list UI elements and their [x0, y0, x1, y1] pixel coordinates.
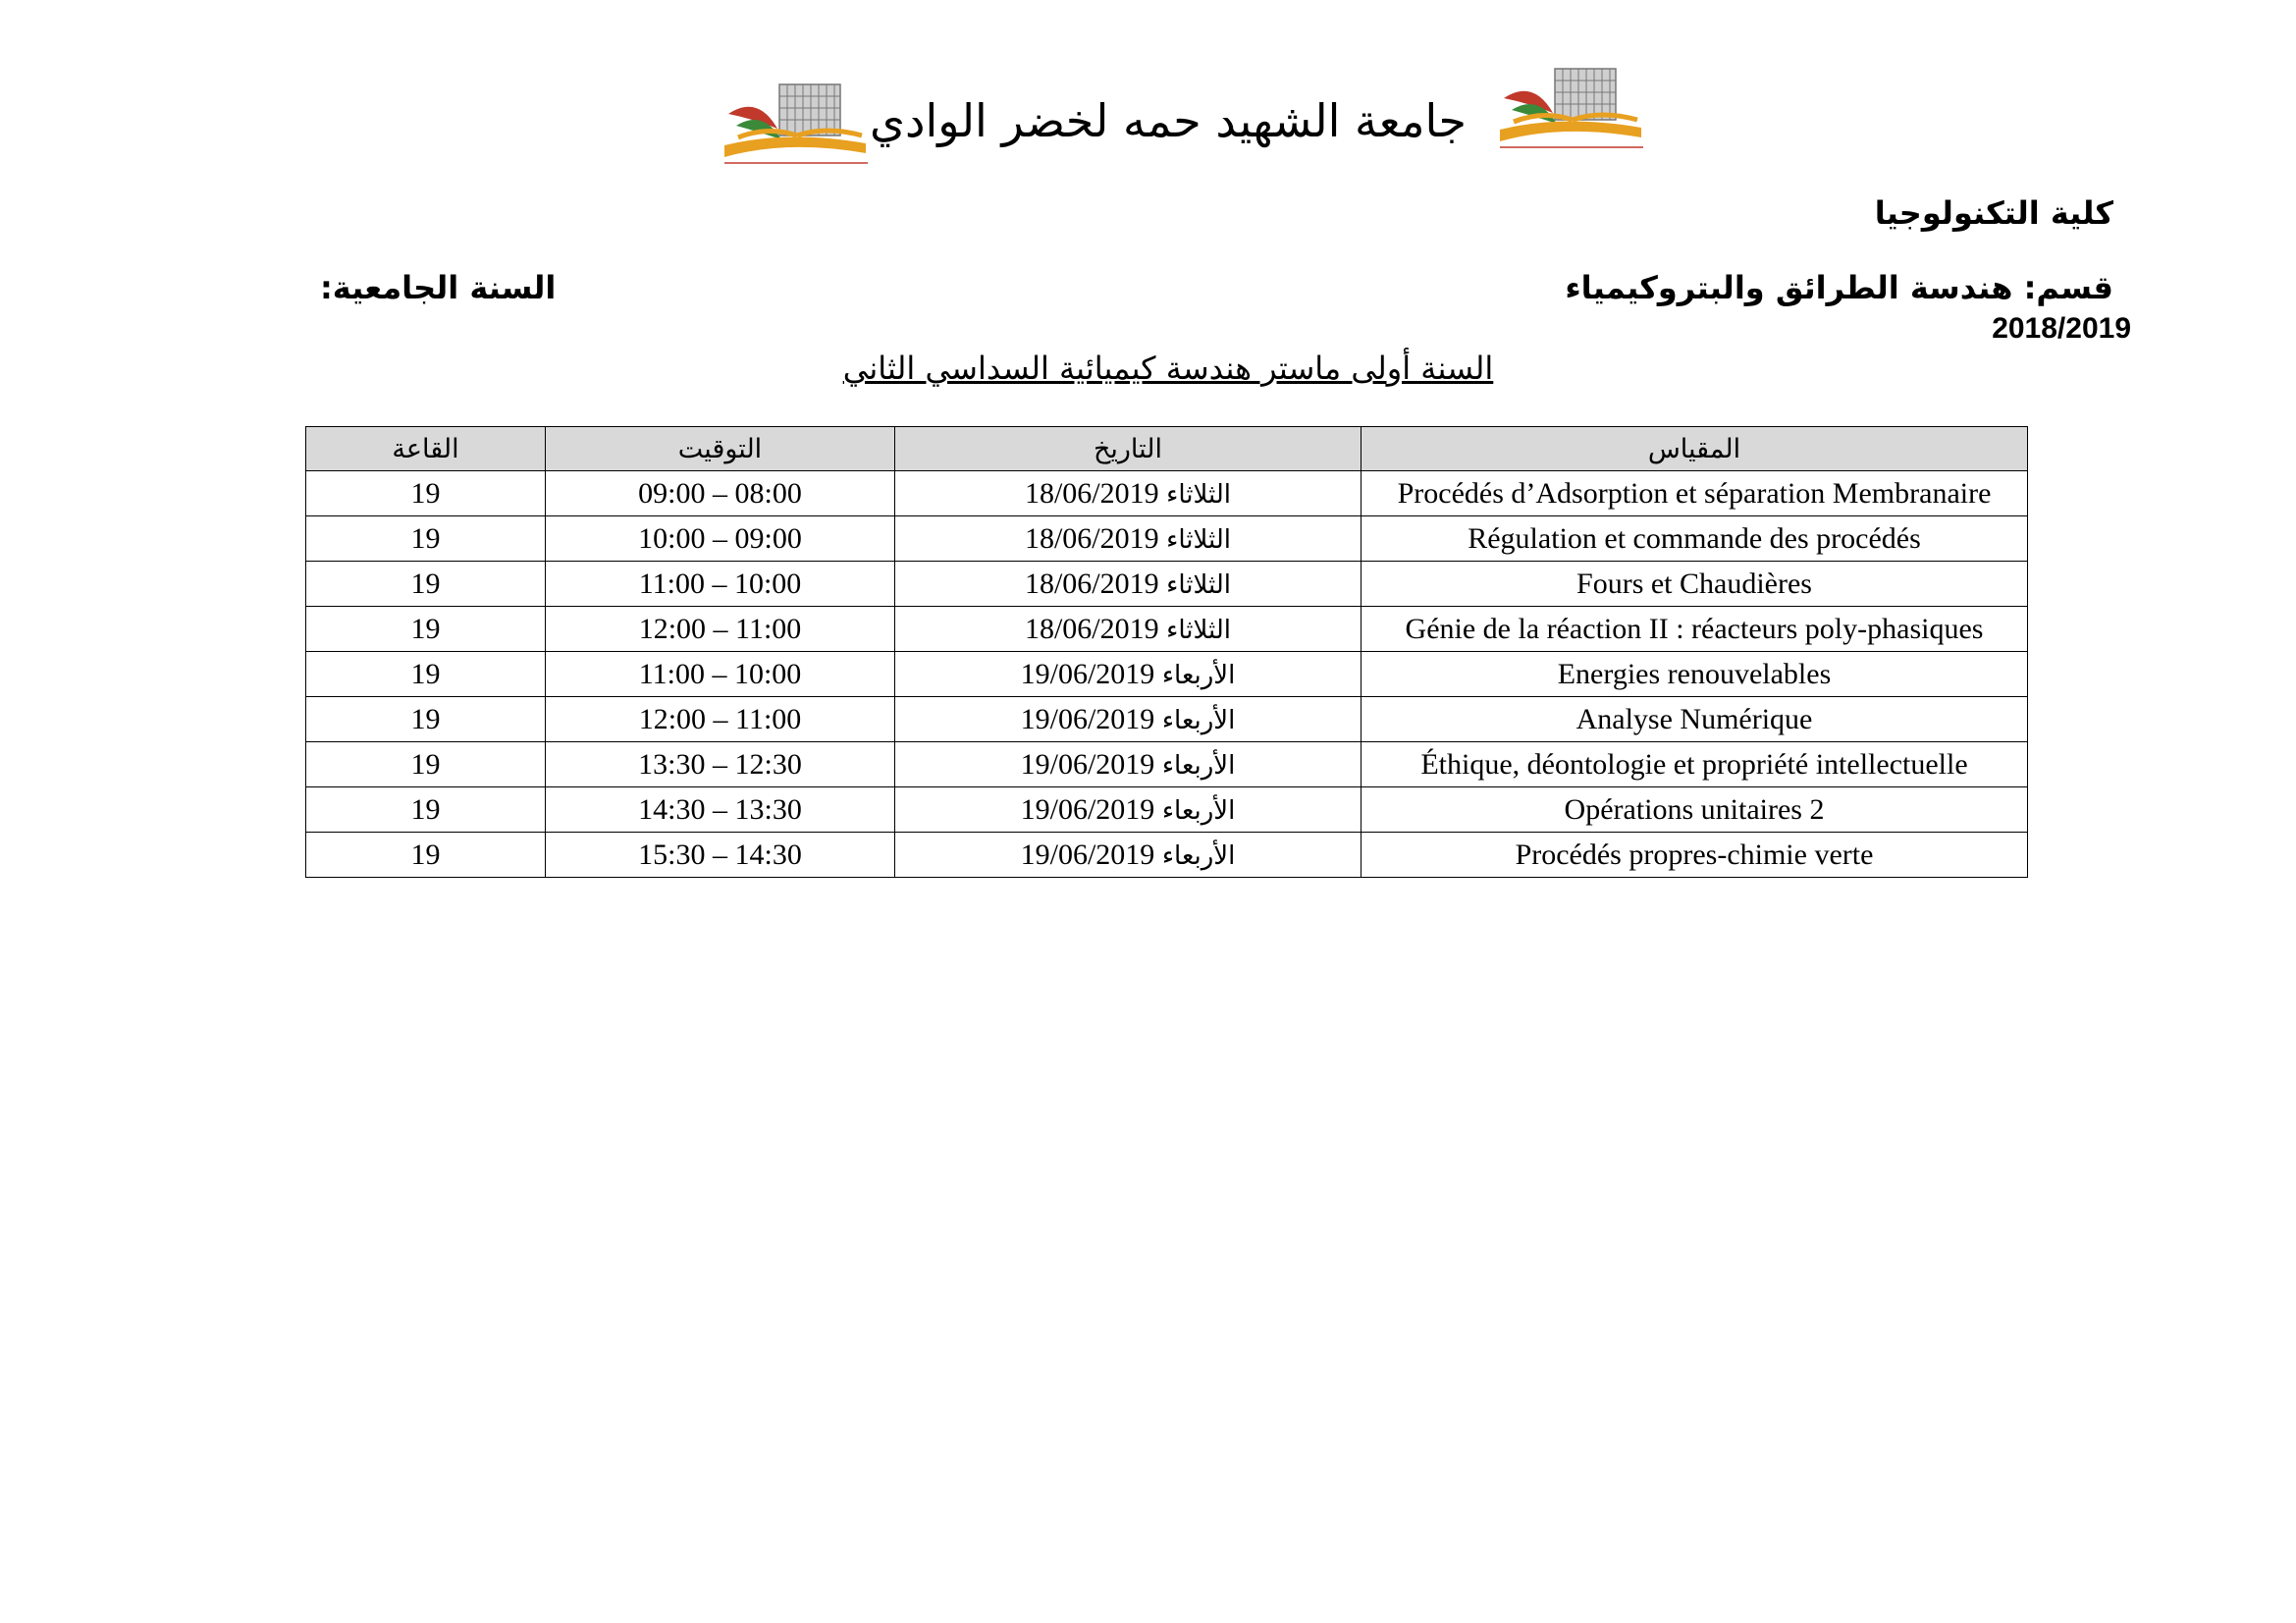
- table-row: [306, 516, 2028, 562]
- room-cell: 19: [306, 742, 546, 787]
- date-cell: [895, 607, 1362, 652]
- day-name: الأربعاء: [1161, 660, 1236, 690]
- day-name: الثلاثاء: [1166, 479, 1232, 510]
- date-cell: [895, 516, 1362, 562]
- academic-year-value: 2018/2019: [1992, 312, 2131, 345]
- date-value: 19/06/2019: [1020, 657, 1155, 690]
- column-header-module: المقياس: [1362, 427, 2028, 471]
- day-name: الأربعاء: [1161, 795, 1236, 826]
- room-cell: 19: [306, 833, 546, 878]
- program-title: السنة أولى ماستر هندسة كيميائية السداسي الثاني: [842, 350, 1494, 387]
- module-cell: Procédés d’Adsorption et séparation Membranaire: [1362, 471, 2028, 516]
- module-cell: Régulation et commande des procédés: [1362, 516, 2028, 562]
- date-cell: [895, 742, 1362, 787]
- day-name: الثلاثاء: [1166, 615, 1232, 645]
- room-cell: 19: [306, 607, 546, 652]
- day-name: الثلاثاء: [1166, 524, 1232, 555]
- table-row: [306, 652, 2028, 697]
- time-cell: 14:30 – 13:30: [546, 787, 895, 833]
- day-name: الأربعاء: [1161, 840, 1236, 871]
- table-row: [306, 607, 2028, 652]
- table-header-row: [306, 427, 2028, 471]
- time-cell: 12:00 – 11:00: [546, 697, 895, 742]
- date-cell: [895, 697, 1362, 742]
- date-cell: [895, 562, 1362, 607]
- date-value: 18/06/2019: [1024, 567, 1159, 600]
- exam-schedule-table: [305, 426, 2028, 878]
- table-body: [306, 471, 2028, 878]
- time-cell: 10:00 – 09:00: [546, 516, 895, 562]
- room-cell: 19: [306, 652, 546, 697]
- date-cell: [895, 471, 1362, 516]
- column-header-date: التاريخ: [895, 427, 1362, 471]
- time-cell: 12:00 – 11:00: [546, 607, 895, 652]
- time-cell: 09:00 – 08:00: [546, 471, 895, 516]
- date-value: 19/06/2019: [1020, 792, 1155, 826]
- date-value: 19/06/2019: [1020, 747, 1155, 781]
- module-cell: Génie de la réaction II : réacteurs poly-phasiques: [1362, 607, 2028, 652]
- date-cell: [895, 787, 1362, 833]
- room-cell: 19: [306, 697, 546, 742]
- date-cell: [895, 833, 1362, 878]
- day-name: الأربعاء: [1161, 750, 1236, 781]
- time-cell: 13:30 – 12:30: [546, 742, 895, 787]
- time-cell: 15:30 – 14:30: [546, 833, 895, 878]
- date-value: 18/06/2019: [1024, 476, 1159, 510]
- column-header-room: القاعة: [306, 427, 546, 471]
- academic-year-label: السنة الجامعية:: [320, 269, 557, 306]
- table-row: [306, 833, 2028, 878]
- column-header-time: التوقيت: [546, 427, 895, 471]
- date-value: 18/06/2019: [1024, 521, 1159, 555]
- university-title: جامعة الشهيد حمه لخضر الوادي: [870, 94, 1467, 147]
- module-cell: Procédés propres-chimie verte: [1362, 833, 2028, 878]
- university-logo-right: [1494, 59, 1651, 177]
- time-cell: 11:00 – 10:00: [546, 652, 895, 697]
- day-name: الأربعاء: [1161, 705, 1236, 735]
- faculty-name: كلية التكنولوجيا: [1874, 194, 2113, 232]
- table-row: [306, 787, 2028, 833]
- date-cell: [895, 652, 1362, 697]
- room-cell: 19: [306, 787, 546, 833]
- module-cell: Energies renouvelables: [1362, 652, 2028, 697]
- date-value: 18/06/2019: [1024, 612, 1159, 645]
- date-value: 19/06/2019: [1020, 838, 1155, 871]
- room-cell: 19: [306, 471, 546, 516]
- department-name: قسم: هندسة الطرائق والبتروكيمياء: [1565, 269, 2113, 306]
- table-row: [306, 471, 2028, 516]
- module-cell: Fours et Chaudières: [1362, 562, 2028, 607]
- module-cell: Analyse Numérique: [1362, 697, 2028, 742]
- table-row: [306, 742, 2028, 787]
- room-cell: 19: [306, 562, 546, 607]
- module-cell: Opérations unitaires 2: [1362, 787, 2028, 833]
- time-cell: 11:00 – 10:00: [546, 562, 895, 607]
- date-value: 19/06/2019: [1020, 702, 1155, 735]
- module-cell: Éthique, déontologie et propriété intellectuelle: [1362, 742, 2028, 787]
- table-row: [306, 562, 2028, 607]
- university-logo-icon: [1494, 59, 1651, 177]
- day-name: الثلاثاء: [1166, 569, 1232, 600]
- room-cell: 19: [306, 516, 546, 562]
- table-row: [306, 697, 2028, 742]
